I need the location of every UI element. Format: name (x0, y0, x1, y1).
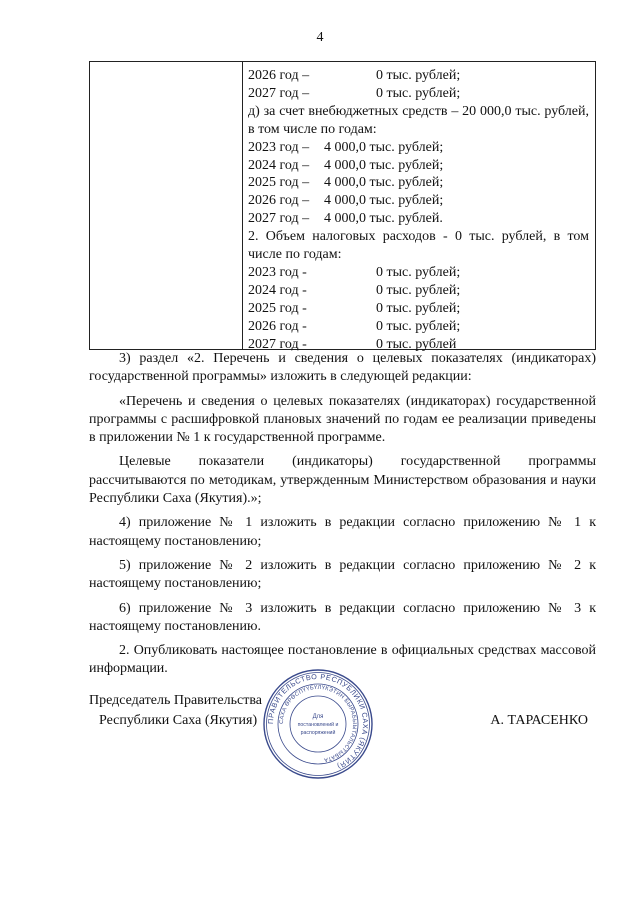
table-line (248, 157, 589, 175)
signatory-title-line2: Республики Саха (Якутия) (99, 713, 258, 728)
seal-center-line1: Для (312, 714, 324, 720)
document-body (89, 350, 596, 685)
year-label: 2027 год - (248, 336, 307, 352)
amount-value: 0 тыс. рублей; (376, 282, 461, 298)
page-number: 4 (316, 30, 324, 45)
amount-value: 0 тыс. рублей; (376, 85, 461, 101)
year-label: 2027 год – (248, 211, 310, 227)
year-label: 2026 год - (248, 318, 307, 334)
table-line (248, 174, 589, 192)
official-seal (262, 668, 374, 780)
table-line (248, 139, 589, 157)
table-line (248, 282, 589, 300)
year-label: 2023 год – (248, 139, 310, 155)
paragraph-publish: 2. Опубликовать настоящее постановление в официальных средствах массовой информации. (89, 643, 596, 677)
seal-center-line2: постановлений и (297, 722, 339, 728)
year-label: 2023 год - (248, 264, 307, 280)
seal-inner-text: САХА ӨРӨСПҮҮБҮЛҮКЭТИН БЫРАБЫЫТАЛЬСТЫБАТА (278, 684, 358, 763)
year-label: 2025 год - (248, 300, 307, 316)
signatory-title-line1: Председатель Правительства (89, 693, 262, 708)
amount-value: 0 тыс. рублей; (376, 264, 461, 280)
signatory-name: А. ТАРАСЕНКО (490, 713, 588, 728)
table-line (248, 264, 589, 282)
seal-outer-text: ПРАВИТЕЛЬСТВО РЕСПУБЛИКИ САХА (ЯКУТИЯ) (265, 671, 371, 772)
table-line (248, 85, 589, 103)
amount-value: 4 000,0 тыс. рублей. (324, 211, 443, 227)
amount-value: 4 000,0 тыс. рублей; (324, 157, 444, 173)
paragraph-list-info: «Перечень и сведения о целевых показателях (индикаторах) государственной программы с расшифровкой плановых значений по годам ее реализации приведены в приложении № 1 к государственной программе. (89, 393, 596, 446)
year-label: 2026 год – (248, 193, 310, 209)
amount-value: 4 000,0 тыс. рублей; (324, 193, 444, 209)
year-label: 2024 год - (248, 282, 307, 298)
year-label: 2027 год – (248, 85, 310, 101)
paragraph-appendix-1: 4) приложение № 1 изложить в редакции согласно приложению № 1 к настоящему постановлению; (89, 515, 596, 549)
year-label: 2026 год – (248, 68, 310, 83)
tax-expenses-text: 2. Объем налоговых расходов - 0 тыс. рублей, в том числе по годам: (248, 229, 589, 263)
amount-value: 0 тыс. рублей (376, 336, 457, 352)
extrabudget-text: д) за счет внебюджетных средств – 20 000,0 тыс. рублей, в том числе по годам: (248, 103, 589, 137)
paragraph-appendix-2: 5) приложение № 2 изложить в редакции согласно приложению № 2 к настоящему постановлению; (89, 557, 596, 592)
amount-value: 4 000,0 тыс. рублей; (324, 175, 444, 191)
table-line (248, 300, 589, 318)
seal-center-line3: распоряжений (300, 730, 336, 736)
amount-value: 4 000,0 тыс. рублей; (324, 139, 444, 155)
table-line (248, 192, 589, 210)
table-divider (242, 62, 243, 349)
amount-value: 0 тыс. рублей; (376, 68, 461, 83)
table-line (248, 318, 589, 336)
table-line (248, 67, 589, 85)
budget-table (89, 61, 596, 350)
table-cell-financing (248, 67, 589, 354)
amount-value: 0 тыс. рублей; (376, 318, 461, 334)
year-label: 2025 год – (248, 175, 310, 191)
year-label: 2024 год – (248, 157, 310, 173)
paragraph-section-2: 3) раздел «2. Перечень и сведения о целевых показателях (индикаторах) государственной программы» изложить в следующей редакции: (89, 351, 596, 385)
paragraph-appendix-3: 6) приложение № 3 изложить в редакции согласно приложению № 3 к настоящему постановлению. (89, 600, 596, 634)
amount-value: 0 тыс. рублей; (376, 300, 461, 316)
paragraph-indicators: Целевые показатели (индикаторы) государственной программы рассчитываются по методикам, утвержденным Министерством образования и науки Республики Саха (Якутия).»; (89, 454, 596, 507)
table-line (248, 210, 589, 228)
